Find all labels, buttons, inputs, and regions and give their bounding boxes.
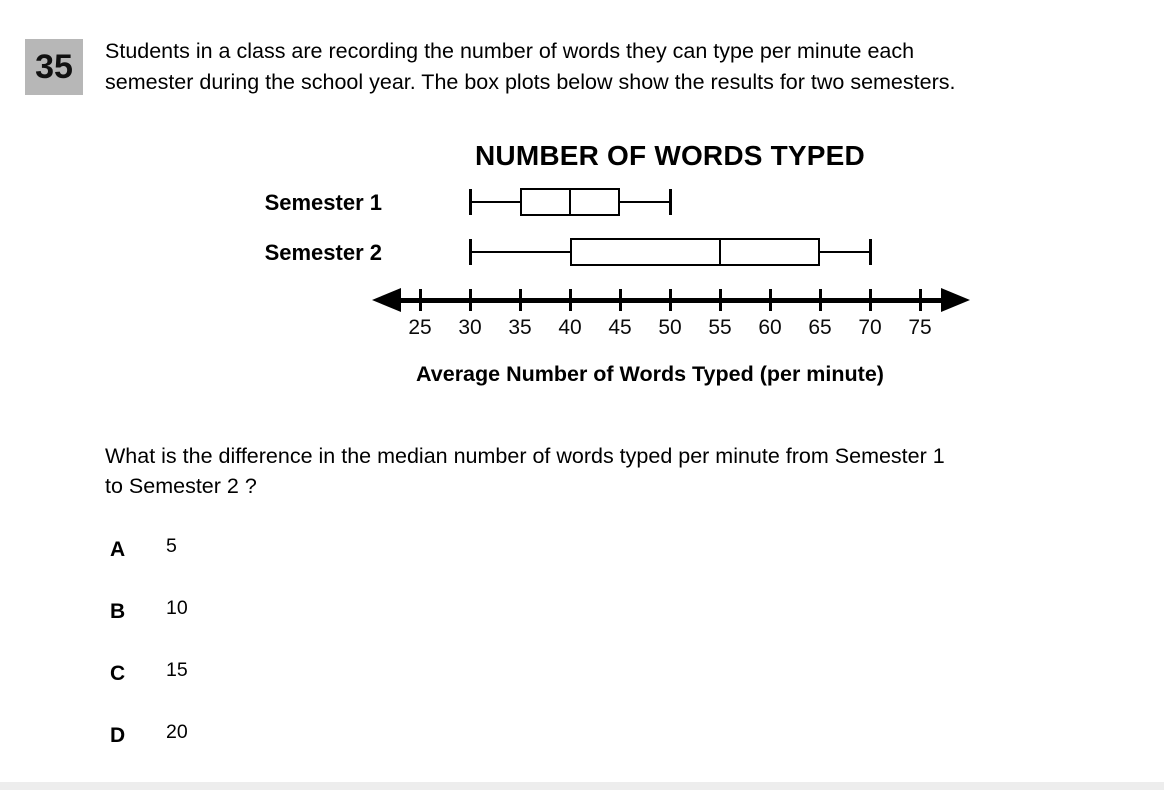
whisker-line-left [470, 201, 520, 203]
chart-title: NUMBER OF WORDS TYPED [475, 140, 865, 171]
whisker-cap-max [869, 239, 872, 265]
whisker-cap-min [469, 189, 472, 215]
choice-c-value: 15 [166, 659, 188, 681]
intro-line-1: Students in a class are recording the number of words they can type per minute each [105, 39, 915, 63]
axis-tick-label: 60 [758, 316, 782, 339]
x-axis-label: Average Number of Words Typed (per minute) [416, 362, 884, 386]
axis-tick-label: 50 [658, 316, 682, 339]
iqr-box [570, 238, 820, 266]
axis-tick-label: 45 [608, 316, 632, 339]
series-label-semester-1: Semester 1 [264, 190, 382, 215]
whisker-line-right [820, 251, 870, 253]
number-line [398, 298, 944, 303]
choice-d-value: 20 [166, 721, 188, 743]
choice-c[interactable] [105, 659, 405, 692]
whisker-line-left [470, 251, 570, 253]
axis-tick-label: 70 [858, 316, 882, 339]
median-line [569, 189, 571, 215]
axis-tick-label: 65 [808, 316, 832, 339]
choice-a-value: 5 [166, 535, 177, 557]
choice-b-value: 10 [166, 597, 188, 619]
choice-d[interactable] [105, 721, 405, 754]
axis-tick-label: 25 [408, 316, 432, 339]
choice-b-letter: B [110, 600, 126, 623]
whisker-cap-min [469, 239, 472, 265]
number-line-right-arrow-icon [941, 288, 970, 312]
axis-tick-label: 35 [508, 316, 532, 339]
series-label-semester-2: Semester 2 [264, 240, 382, 265]
number-line-left-arrow-icon [372, 288, 401, 312]
median-line [719, 239, 721, 265]
choice-a[interactable] [105, 535, 405, 568]
iqr-box [520, 188, 620, 216]
intro-line-2: semester during the school year. The box plots below show the results for two semesters. [105, 70, 956, 94]
question-prompt [105, 441, 1125, 501]
page-edge-strip [0, 782, 1164, 790]
choice-a-letter: A [110, 538, 126, 561]
axis-tick-label: 40 [558, 316, 582, 339]
axis-tick-label: 55 [708, 316, 732, 339]
whisker-cap-max [669, 189, 672, 215]
choice-c-letter: C [110, 662, 126, 685]
choice-b[interactable] [105, 597, 405, 630]
whisker-line-right [620, 201, 670, 203]
axis-tick-label: 30 [458, 316, 482, 339]
choice-d-letter: D [110, 724, 126, 747]
axis-tick-label: 75 [908, 316, 932, 339]
prompt-line-2: to Semester 2 ? [105, 474, 257, 498]
question-intro [105, 36, 1125, 98]
prompt-line-1: What is the difference in the median number of words typed per minute from Semester 1 [105, 444, 945, 468]
question-number-badge: 35 [25, 39, 83, 95]
